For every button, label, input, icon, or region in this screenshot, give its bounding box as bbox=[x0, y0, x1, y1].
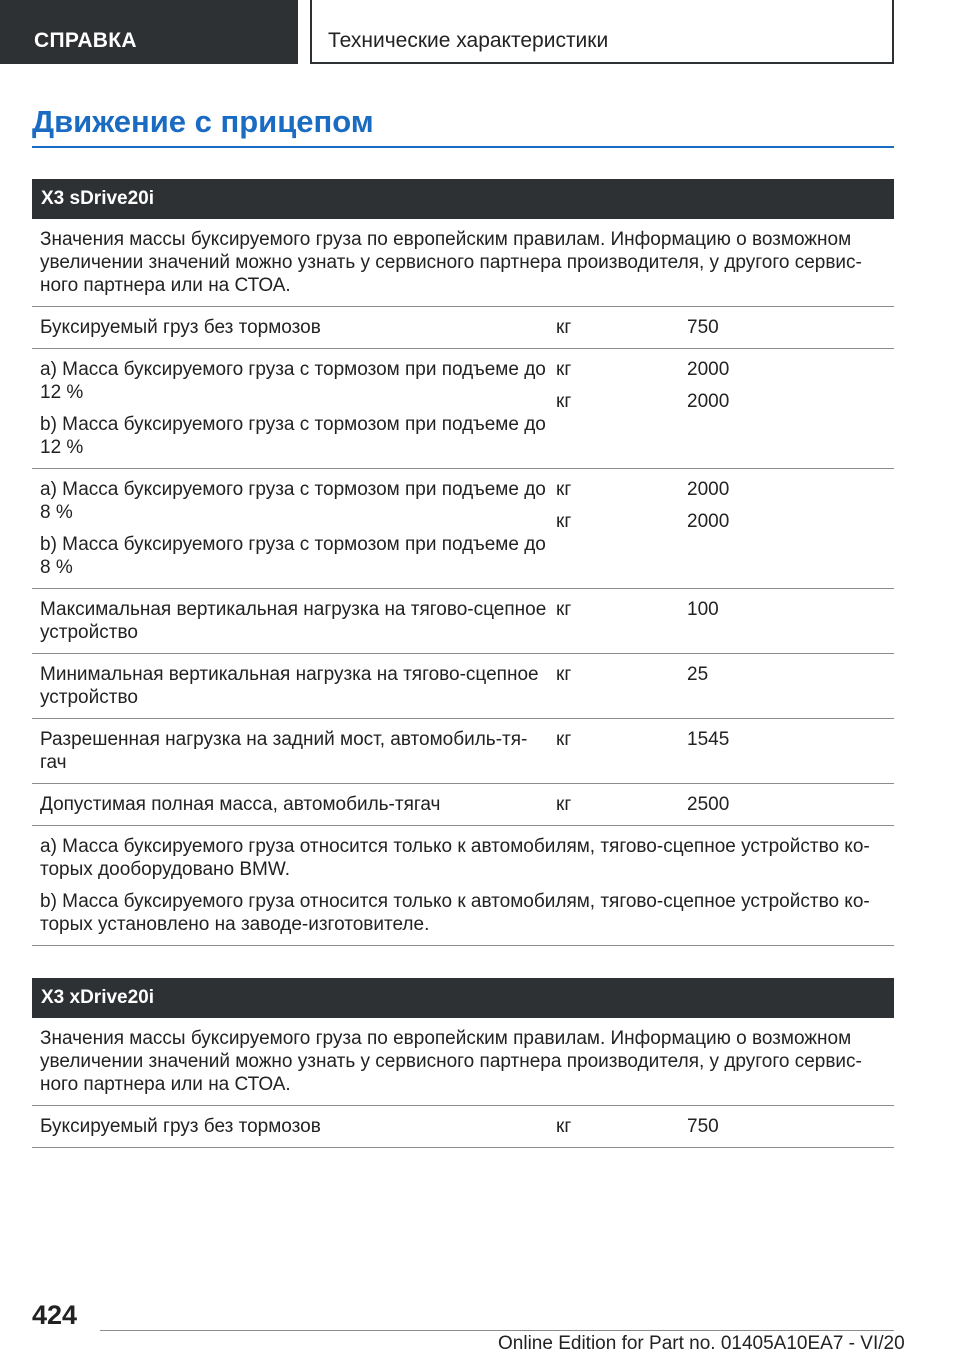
row-unit-b: кг bbox=[556, 511, 572, 532]
table-row bbox=[32, 589, 894, 654]
title-divider bbox=[32, 146, 894, 148]
row-unit: кг bbox=[556, 599, 572, 620]
row-label-a: a) Масса буксируемого груза с тормозом при подъеме до 8 % bbox=[40, 479, 546, 523]
row-value-a: 2000 bbox=[687, 359, 730, 380]
row-value: 100 bbox=[687, 599, 719, 620]
row-unit: кг bbox=[556, 317, 572, 338]
chapter-label: Технические характеристики bbox=[328, 29, 609, 52]
row-label: Буксируемый груз без тормозов bbox=[40, 317, 321, 338]
table-row bbox=[32, 469, 894, 589]
table-heading: X3 sDrive20i bbox=[32, 179, 894, 219]
row-label: Минимальная вертикальная нагрузка на тягово-сцепное устройство bbox=[40, 664, 539, 708]
table-row bbox=[32, 1106, 894, 1148]
row-value-a: 2000 bbox=[687, 479, 730, 500]
edition-info: Online Edition for Part no. 01405A10EA7 - VI/20 bbox=[498, 1333, 905, 1354]
row-unit: кг bbox=[556, 794, 572, 815]
page-number: 424 bbox=[32, 1300, 78, 1330]
row-value-b: 2000 bbox=[687, 391, 730, 412]
row-label: Буксируемый груз без тормозов bbox=[40, 1116, 321, 1137]
row-value: 750 bbox=[687, 1116, 719, 1137]
section-label: СПРАВКА bbox=[34, 29, 137, 52]
table-intro: Значения массы буксируемого груза по европейским правилам. Информацию о возможном увеличении значений можно узнать у сервисного партнера производителя, у другого сервисного партнера или на СТОА. bbox=[40, 229, 862, 296]
table-row bbox=[32, 784, 894, 826]
row-label-a: a) Масса буксируемого груза с тормозом при подъеме до 12 % bbox=[40, 359, 546, 403]
row-unit-b: кг bbox=[556, 391, 572, 412]
spec-table-sdrive20i bbox=[32, 179, 894, 946]
section-tab[interactable] bbox=[0, 0, 298, 64]
row-unit: кг bbox=[556, 1116, 572, 1137]
row-unit-a: кг bbox=[556, 359, 572, 380]
row-label: Допустимая полная масса, автомобиль-тягач bbox=[40, 794, 441, 815]
row-unit: кг bbox=[556, 729, 572, 750]
table-intro-row bbox=[32, 1018, 894, 1106]
table-intro: Значения массы буксируемого груза по европейским правилам. Информацию о возможном увеличении значений можно узнать у сервисного партнера производителя, у другого сервисного партнера или на СТОА. bbox=[40, 1028, 862, 1095]
row-label: Разрешенная нагрузка на задний мост, автомобиль-тягач bbox=[40, 729, 528, 773]
page-title: Движение с прицепом bbox=[32, 104, 374, 139]
chapter-tab[interactable] bbox=[310, 0, 894, 64]
row-unit: кг bbox=[556, 664, 572, 685]
footnote-a: a) Масса буксируемого груза относится только к автомобилям, тягово-сцепное устройство которых дооборудовано BMW. bbox=[40, 836, 870, 880]
row-label-b: b) Масса буксируемого груза с тормозом при подъеме до 8 % bbox=[40, 534, 546, 578]
table-row bbox=[32, 349, 894, 469]
row-value: 25 bbox=[687, 664, 709, 685]
row-unit-a: кг bbox=[556, 479, 572, 500]
table-row bbox=[32, 719, 894, 784]
row-label: Максимальная вертикальная нагрузка на тягово-сцепное устройство bbox=[40, 599, 547, 643]
table-heading: X3 xDrive20i bbox=[32, 978, 894, 1018]
row-value: 750 bbox=[687, 317, 719, 338]
footer-divider bbox=[100, 1330, 894, 1331]
table-row bbox=[32, 307, 894, 349]
row-value: 1545 bbox=[687, 729, 730, 750]
row-value-b: 2000 bbox=[687, 511, 730, 532]
row-value: 2500 bbox=[687, 794, 730, 815]
table-notes-row bbox=[32, 826, 894, 946]
table-row bbox=[32, 654, 894, 719]
row-label-b: b) Масса буксируемого груза с тормозом при подъеме до 12 % bbox=[40, 414, 546, 458]
spec-table-xdrive20i bbox=[32, 978, 894, 1148]
footnote-b: b) Масса буксируемого груза относится только к автомобилям, тягово-сцепное устройство которых установлено на заводе-изготовителе. bbox=[40, 891, 870, 935]
table-intro-row bbox=[32, 219, 894, 307]
